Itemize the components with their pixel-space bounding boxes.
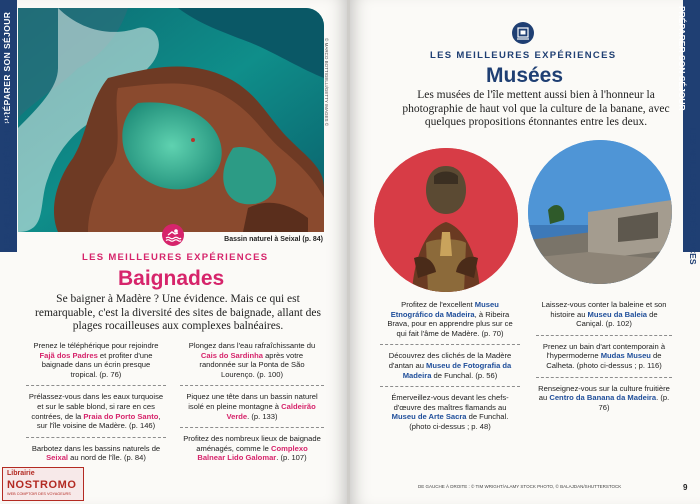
list-item: Renseignez-vous sur la culture fruitière au Centro da Banana da Madeira. (p. 76) (538, 383, 670, 412)
right-tab-secondary-label: LES MEILLEURES EXPÉRIENCES (688, 128, 698, 265)
list-item: Laissez-vous conter la baleine et son histoire au Museu da Baleia de Caniçal. (p. 102) (541, 300, 667, 329)
photo-credit: © MARCO BOTTIGELLI/GETTY IMAGES © (324, 38, 329, 127)
right-tab-label: PRÉPARER SON SÉJOUR (677, 6, 687, 111)
list-item: Prélassez-vous dans les eaux turquoise et sur le sable blond, si rare en ces contrées, de la Praia do Porto Santo, sur l'île voisine de Madère. (p. 146) (28, 392, 164, 431)
watermark-subtitle: WEB COMPTOIR DES VOYAGEURS (7, 492, 71, 496)
museum-icon (512, 22, 534, 44)
baignades-column-2 (180, 335, 324, 469)
page-number: 9 (683, 483, 688, 492)
list-item: Émerveillez-vous devant les chefs-d'œuvre des maîtres flamands au Museu de Arte Sacra de Funchal. (photo ci-dessus ; p. 48) (391, 393, 509, 431)
swimmer-icon (162, 224, 184, 246)
section-kicker-left: LES MEILLEURES EXPÉRIENCES (82, 252, 269, 263)
baignades-column-1 (26, 335, 166, 469)
list-item: Prenez un bain d'art contemporain à l'hypermoderne Mudas Museu de Calheta. (photo ci-dessus ; p. 116) (542, 341, 666, 370)
section-intro-baignades: Se baigner à Madère ? Une évidence. Mais ce qui est remarquable, c'est la diversité des sites de baignade, allant des plages rocailleuses aux complexes balnéaires. (35, 293, 321, 332)
list-item: Plongez dans l'eau rafraîchissante du Cais do Sardinha après votre randonnée sur la Ponta de São Lourenço. (p. 100) (188, 341, 316, 379)
list-item: Profitez de l'excellent Museu Etnográfico da Madeira, à Ribeira Brava, pour en apprendre plus sur ce qui fait l'âme de Madère. (p. 70) (387, 300, 513, 338)
section-intro-musees: Les musées de l'île mettent aussi bien à l'honneur la photographie de haut vol que la culture de la banane, avec quelques propositions étonnantes entre les deux. (402, 89, 670, 128)
list-item: Barbotez dans les bassins naturels de Seixal au nord de l'île. (p. 84) (31, 443, 161, 463)
list-item: Profitez des nombreux lieux de baignade aménagés, comme le Complexo Balnear Lido Galomar. (p. 107) (183, 434, 321, 463)
left-tab-secondary-label: LES MEILLEURES EXPÉRIENCES (2, 113, 12, 250)
section-title-musees: Musées (486, 64, 564, 87)
musees-column-1 (380, 294, 520, 438)
section-kicker-right: LES MEILLEURES EXPÉRIENCES (430, 50, 617, 61)
photo-caption: Bassin naturel à Seixal (p. 84) (224, 236, 323, 243)
left-tab-label: PRÉPARER SON SÉJOUR (2, 11, 12, 124)
watermark-logo: NOSTROMO (7, 479, 77, 491)
list-item: Piquez une tête dans un bassin naturel isolé en pleine montagne à Caldeirão Verde. (p. 133) (186, 392, 318, 421)
list-item: Prenez le téléphérique pour rejoindre Fajã dos Padres et profiter d'une baignade dans un écrin presque tropical. (p. 76) (33, 341, 159, 379)
musees-column-2 (536, 294, 672, 418)
right-page (350, 0, 700, 504)
list-item: Découvrez des clichés de la Madère d'antan au Museu de Fotografia da Madeira de Funchal. (p. 56) (388, 351, 512, 380)
photo-credits-footer: DE GAUCHE À DROITE : © TIM WRIGHT/ALAMY STOCK PHOTO, © BALAJDAN/SHUTTERSTOCK (418, 484, 622, 489)
sacred-art-statue-photo (374, 148, 518, 292)
section-title-baignades: Baignades (118, 267, 225, 290)
coast-aerial-photo (18, 8, 324, 232)
left-page (0, 0, 347, 504)
mudas-museum-photo (528, 140, 672, 284)
watermark-top: Librairie (7, 470, 35, 477)
bookshop-watermark (2, 467, 84, 501)
